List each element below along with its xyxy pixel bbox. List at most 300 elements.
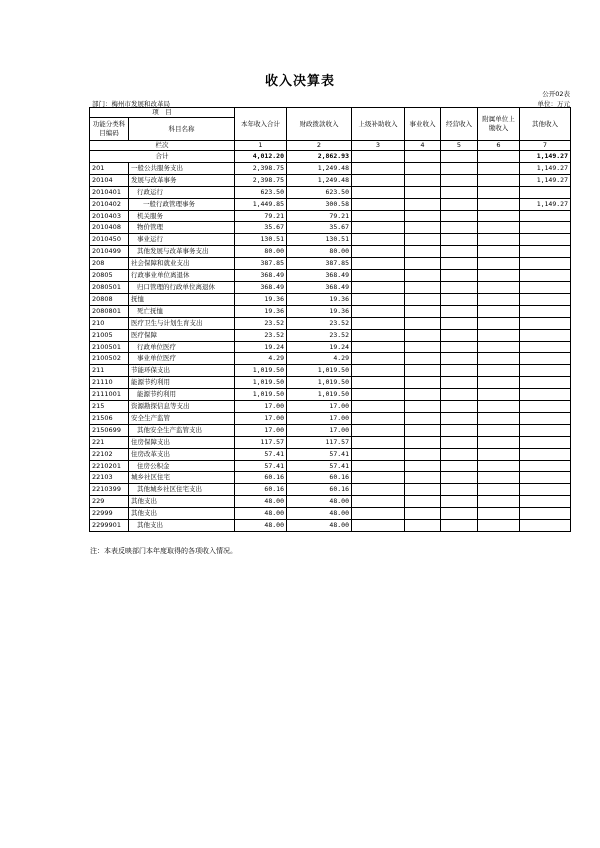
column-index: 3 [352, 141, 405, 151]
row-code: 2150699 [90, 424, 129, 436]
row-business [405, 305, 441, 317]
row-fiscal: 1,249.48 [287, 162, 352, 174]
row-business [405, 186, 441, 198]
row-superior [352, 222, 405, 234]
row-code: 20104 [90, 174, 129, 186]
row-name: 住房保障支出 [129, 436, 235, 448]
row-operating [441, 174, 478, 186]
row-operating [441, 520, 478, 532]
row-annual: 387.85 [235, 258, 287, 270]
row-affiliated [478, 258, 520, 270]
row-other [520, 460, 571, 472]
row-operating [441, 293, 478, 305]
row-affiliated [478, 341, 520, 353]
row-name: 住房改革支出 [129, 448, 235, 460]
row-superior [352, 401, 405, 413]
column-index: 2 [287, 141, 352, 151]
row-business [405, 210, 441, 222]
row-fiscal: 1,019.50 [287, 389, 352, 401]
row-operating [441, 186, 478, 198]
row-other [520, 317, 571, 329]
row-other [520, 305, 571, 317]
row-affiliated [478, 353, 520, 365]
row-annual: 130.51 [235, 234, 287, 246]
row-fiscal: 623.50 [287, 186, 352, 198]
row-affiliated [478, 246, 520, 258]
column-index: 5 [441, 141, 478, 151]
table-row [90, 520, 571, 532]
row-business [405, 329, 441, 341]
row-affiliated [478, 484, 520, 496]
table-row [90, 401, 571, 413]
row-annual: 1,019.50 [235, 365, 287, 377]
table-row [90, 174, 571, 186]
row-name: 其他发展与改革事务支出 [129, 246, 235, 258]
row-affiliated [478, 389, 520, 401]
column-index: 7 [520, 141, 571, 151]
table-row [90, 472, 571, 484]
row-name: 机关服务 [129, 210, 235, 222]
row-superior [352, 234, 405, 246]
row-superior [352, 424, 405, 436]
row-annual: 48.00 [235, 508, 287, 520]
table-row [90, 377, 571, 389]
table-row [90, 198, 571, 210]
row-superior [352, 198, 405, 210]
header-superior: 上级补助收入 [352, 108, 405, 141]
row-code: 2100501 [90, 341, 129, 353]
row-fiscal: 17.00 [287, 401, 352, 413]
table-row [90, 270, 571, 282]
row-other [520, 520, 571, 532]
row-code: 2010403 [90, 210, 129, 222]
row-other [520, 365, 571, 377]
header-item: 项 目 [90, 108, 235, 118]
row-code: 22103 [90, 472, 129, 484]
row-fiscal: 57.41 [287, 460, 352, 472]
table-row [90, 448, 571, 460]
row-superior [352, 365, 405, 377]
column-index: 1 [235, 141, 287, 151]
row-business [405, 436, 441, 448]
row-business [405, 198, 441, 210]
row-fiscal: 1,019.50 [287, 377, 352, 389]
header-func-code: 功能分类科目编码 [90, 118, 129, 141]
row-name: 住房公积金 [129, 460, 235, 472]
row-operating [441, 472, 478, 484]
row-operating [441, 484, 478, 496]
row-annual: 19.24 [235, 341, 287, 353]
row-name: 其他安全生产监管支出 [129, 424, 235, 436]
department-label: 部门：梅州市发展和改革局 [92, 100, 170, 108]
row-code: 2210399 [90, 484, 129, 496]
row-superior [352, 210, 405, 222]
row-superior [352, 305, 405, 317]
table-row [90, 341, 571, 353]
row-other [520, 210, 571, 222]
column-index-row [90, 141, 571, 151]
row-affiliated [478, 508, 520, 520]
row-name: 能源节约利用 [129, 389, 235, 401]
row-superior [352, 293, 405, 305]
row-affiliated [478, 281, 520, 293]
row-fiscal: 48.00 [287, 508, 352, 520]
table-row [90, 460, 571, 472]
row-annual: 4.29 [235, 353, 287, 365]
row-code: 2299901 [90, 520, 129, 532]
row-name: 其他城乡社区住宅支出 [129, 484, 235, 496]
row-other [520, 448, 571, 460]
row-other: 1,149.27 [520, 174, 571, 186]
row-superior [352, 412, 405, 424]
row-name: 发展与改革事务 [129, 174, 235, 186]
row-annual: 623.50 [235, 186, 287, 198]
row-other [520, 281, 571, 293]
row-fiscal: 57.41 [287, 448, 352, 460]
row-other [520, 186, 571, 198]
row-annual: 1,019.50 [235, 377, 287, 389]
row-other [520, 508, 571, 520]
row-code: 2010402 [90, 198, 129, 210]
row-affiliated [478, 305, 520, 317]
header-affiliated: 附属单位上缴收入 [478, 108, 520, 141]
row-code: 22102 [90, 448, 129, 460]
header-subject-name: 科目名称 [129, 118, 235, 141]
row-fiscal: 368.49 [287, 270, 352, 282]
row-fiscal: 19.36 [287, 293, 352, 305]
table-row [90, 424, 571, 436]
row-fiscal: 4.29 [287, 353, 352, 365]
page-title: 收入决算表 [264, 74, 335, 89]
row-business [405, 174, 441, 186]
row-affiliated [478, 234, 520, 246]
table-row [90, 281, 571, 293]
row-annual: 48.00 [235, 496, 287, 508]
row-affiliated [478, 329, 520, 341]
header-fiscal: 财政拨款收入 [287, 108, 352, 141]
row-superior [352, 484, 405, 496]
row-operating [441, 222, 478, 234]
row-annual: 368.49 [235, 281, 287, 293]
row-name: 行政运行 [129, 186, 235, 198]
row-operating [441, 258, 478, 270]
row-fiscal: 300.58 [287, 198, 352, 210]
row-annual: 57.41 [235, 460, 287, 472]
row-operating [441, 496, 478, 508]
row-code: 210 [90, 317, 129, 329]
header-annual-income: 本年收入合计 [235, 108, 287, 141]
table-row [90, 246, 571, 258]
row-affiliated [478, 270, 520, 282]
row-operating [441, 198, 478, 210]
row-other: 1,149.27 [520, 162, 571, 174]
table-row [90, 353, 571, 365]
row-fiscal: 17.00 [287, 424, 352, 436]
row-affiliated [478, 317, 520, 329]
header-other: 其他收入 [520, 108, 571, 141]
row-business [405, 270, 441, 282]
row-fiscal: 48.00 [287, 520, 352, 532]
row-fiscal: 130.51 [287, 234, 352, 246]
row-code: 21110 [90, 377, 129, 389]
row-business [405, 377, 441, 389]
row-name: 行政单位医疗 [129, 341, 235, 353]
row-superior [352, 270, 405, 282]
row-operating [441, 246, 478, 258]
row-superior [352, 353, 405, 365]
row-business [405, 281, 441, 293]
row-fiscal: 17.00 [287, 412, 352, 424]
row-other [520, 389, 571, 401]
row-annual: 368.49 [235, 270, 287, 282]
row-operating [441, 508, 478, 520]
row-business [405, 401, 441, 413]
row-business [405, 258, 441, 270]
row-business [405, 496, 441, 508]
row-other [520, 234, 571, 246]
row-fiscal: 1,249.48 [287, 174, 352, 186]
row-business [405, 472, 441, 484]
table-row [90, 234, 571, 246]
row-name: 医疗保障 [129, 329, 235, 341]
row-code: 21005 [90, 329, 129, 341]
row-code: 2080501 [90, 281, 129, 293]
table-note: 注：本表反映部门本年度取得的各项收入情况。 [90, 547, 237, 555]
row-annual: 1,019.50 [235, 389, 287, 401]
row-superior [352, 389, 405, 401]
row-operating [441, 460, 478, 472]
row-other [520, 436, 571, 448]
row-superior [352, 317, 405, 329]
table-row [90, 162, 571, 174]
row-affiliated [478, 412, 520, 424]
row-business [405, 162, 441, 174]
row-fiscal: 117.57 [287, 436, 352, 448]
column-index: 4 [405, 141, 441, 151]
row-affiliated [478, 293, 520, 305]
row-operating [441, 353, 478, 365]
row-operating [441, 162, 478, 174]
row-affiliated [478, 436, 520, 448]
row-fiscal: 368.49 [287, 281, 352, 293]
row-name: 安全生产监管 [129, 412, 235, 424]
row-code: 2100502 [90, 353, 129, 365]
row-affiliated [478, 198, 520, 210]
row-superior [352, 329, 405, 341]
row-superior [352, 460, 405, 472]
table-row [90, 412, 571, 424]
table-row [90, 329, 571, 341]
row-annual: 1,449.85 [235, 198, 287, 210]
unit-label: 单位：万元 [537, 100, 570, 108]
row-name: 节能环保支出 [129, 365, 235, 377]
row-operating [441, 341, 478, 353]
row-operating [441, 436, 478, 448]
row-business [405, 424, 441, 436]
row-superior [352, 281, 405, 293]
row-name: 医疗卫生与计划生育支出 [129, 317, 235, 329]
row-annual: 19.36 [235, 293, 287, 305]
row-code: 2010401 [90, 186, 129, 198]
row-business [405, 520, 441, 532]
row-annual: 48.00 [235, 520, 287, 532]
row-code: 20808 [90, 293, 129, 305]
header-business: 事业收入 [405, 108, 441, 141]
table-row [90, 317, 571, 329]
row-operating [441, 389, 478, 401]
row-annual: 17.00 [235, 412, 287, 424]
row-code: 211 [90, 365, 129, 377]
row-code: 20805 [90, 270, 129, 282]
row-business [405, 508, 441, 520]
row-operating [441, 365, 478, 377]
row-fiscal: 80.00 [287, 246, 352, 258]
row-name: 一般公共服务支出 [129, 162, 235, 174]
row-other [520, 484, 571, 496]
row-superior [352, 520, 405, 532]
row-other [520, 424, 571, 436]
row-superior [352, 258, 405, 270]
row-annual: 2,398.75 [235, 162, 287, 174]
row-code: 221 [90, 436, 129, 448]
row-fiscal: 23.52 [287, 329, 352, 341]
row-name: 物价管理 [129, 222, 235, 234]
row-code: 2210201 [90, 460, 129, 472]
row-other [520, 222, 571, 234]
row-annual: 60.16 [235, 484, 287, 496]
row-operating [441, 210, 478, 222]
row-business [405, 412, 441, 424]
row-annual: 19.36 [235, 305, 287, 317]
row-annual: 79.21 [235, 210, 287, 222]
row-other [520, 412, 571, 424]
row-affiliated [478, 162, 520, 174]
row-code: 2010450 [90, 234, 129, 246]
row-operating [441, 412, 478, 424]
row-other [520, 258, 571, 270]
header-operating: 经营收入 [441, 108, 478, 141]
row-fiscal: 23.52 [287, 317, 352, 329]
row-affiliated [478, 520, 520, 532]
row-business [405, 389, 441, 401]
row-operating [441, 377, 478, 389]
row-fiscal: 19.36 [287, 305, 352, 317]
row-name: 其他支出 [129, 520, 235, 532]
row-other [520, 329, 571, 341]
row-fiscal: 19.24 [287, 341, 352, 353]
table-row [90, 484, 571, 496]
total-other: 1,149.27 [520, 151, 571, 163]
row-operating [441, 424, 478, 436]
row-superior [352, 341, 405, 353]
row-other [520, 472, 571, 484]
row-affiliated [478, 424, 520, 436]
row-affiliated [478, 401, 520, 413]
row-code: 201 [90, 162, 129, 174]
total-annual: 4,012.20 [235, 151, 287, 163]
row-annual: 35.67 [235, 222, 287, 234]
row-fiscal: 387.85 [287, 258, 352, 270]
row-other [520, 353, 571, 365]
row-affiliated [478, 460, 520, 472]
row-superior [352, 162, 405, 174]
row-annual: 17.00 [235, 424, 287, 436]
row-business [405, 341, 441, 353]
row-business [405, 353, 441, 365]
row-name: 城乡社区住宅 [129, 472, 235, 484]
row-operating [441, 305, 478, 317]
row-other [520, 377, 571, 389]
row-annual: 80.00 [235, 246, 287, 258]
row-superior [352, 174, 405, 186]
row-fiscal: 48.00 [287, 496, 352, 508]
row-code: 2111001 [90, 389, 129, 401]
row-annual: 17.00 [235, 401, 287, 413]
row-superior [352, 436, 405, 448]
total-fiscal: 2,862.93 [287, 151, 352, 163]
row-annual: 2,398.75 [235, 174, 287, 186]
row-name: 资源勘探信息等支出 [129, 401, 235, 413]
table-row [90, 389, 571, 401]
row-fiscal: 60.16 [287, 484, 352, 496]
row-operating [441, 234, 478, 246]
row-fiscal: 35.67 [287, 222, 352, 234]
row-operating [441, 317, 478, 329]
row-affiliated [478, 174, 520, 186]
row-annual: 23.52 [235, 317, 287, 329]
row-code: 21506 [90, 412, 129, 424]
row-annual: 57.41 [235, 448, 287, 460]
row-fiscal: 79.21 [287, 210, 352, 222]
row-affiliated [478, 222, 520, 234]
row-annual: 60.16 [235, 472, 287, 484]
table-row [90, 305, 571, 317]
row-business [405, 317, 441, 329]
row-superior [352, 508, 405, 520]
row-affiliated [478, 448, 520, 460]
row-business [405, 234, 441, 246]
row-business [405, 222, 441, 234]
row-code: 208 [90, 258, 129, 270]
table-row [90, 508, 571, 520]
row-name: 能源节约利用 [129, 377, 235, 389]
row-other [520, 341, 571, 353]
row-name: 事业运行 [129, 234, 235, 246]
row-superior [352, 186, 405, 198]
row-name: 行政事业单位离退休 [129, 270, 235, 282]
table-row [90, 222, 571, 234]
row-superior [352, 246, 405, 258]
row-name: 社会保障和就业支出 [129, 258, 235, 270]
row-affiliated [478, 496, 520, 508]
row-business [405, 293, 441, 305]
table-row [90, 186, 571, 198]
table-row [90, 496, 571, 508]
row-business [405, 460, 441, 472]
row-other: 1,149.27 [520, 198, 571, 210]
row-operating [441, 448, 478, 460]
row-annual: 117.57 [235, 436, 287, 448]
row-code: 2010408 [90, 222, 129, 234]
row-business [405, 246, 441, 258]
row-name: 死亡抚恤 [129, 305, 235, 317]
row-code: 215 [90, 401, 129, 413]
row-code: 229 [90, 496, 129, 508]
row-name: 事业单位医疗 [129, 353, 235, 365]
table-row [90, 293, 571, 305]
row-code: 22999 [90, 508, 129, 520]
row-fiscal: 1,019.50 [287, 365, 352, 377]
